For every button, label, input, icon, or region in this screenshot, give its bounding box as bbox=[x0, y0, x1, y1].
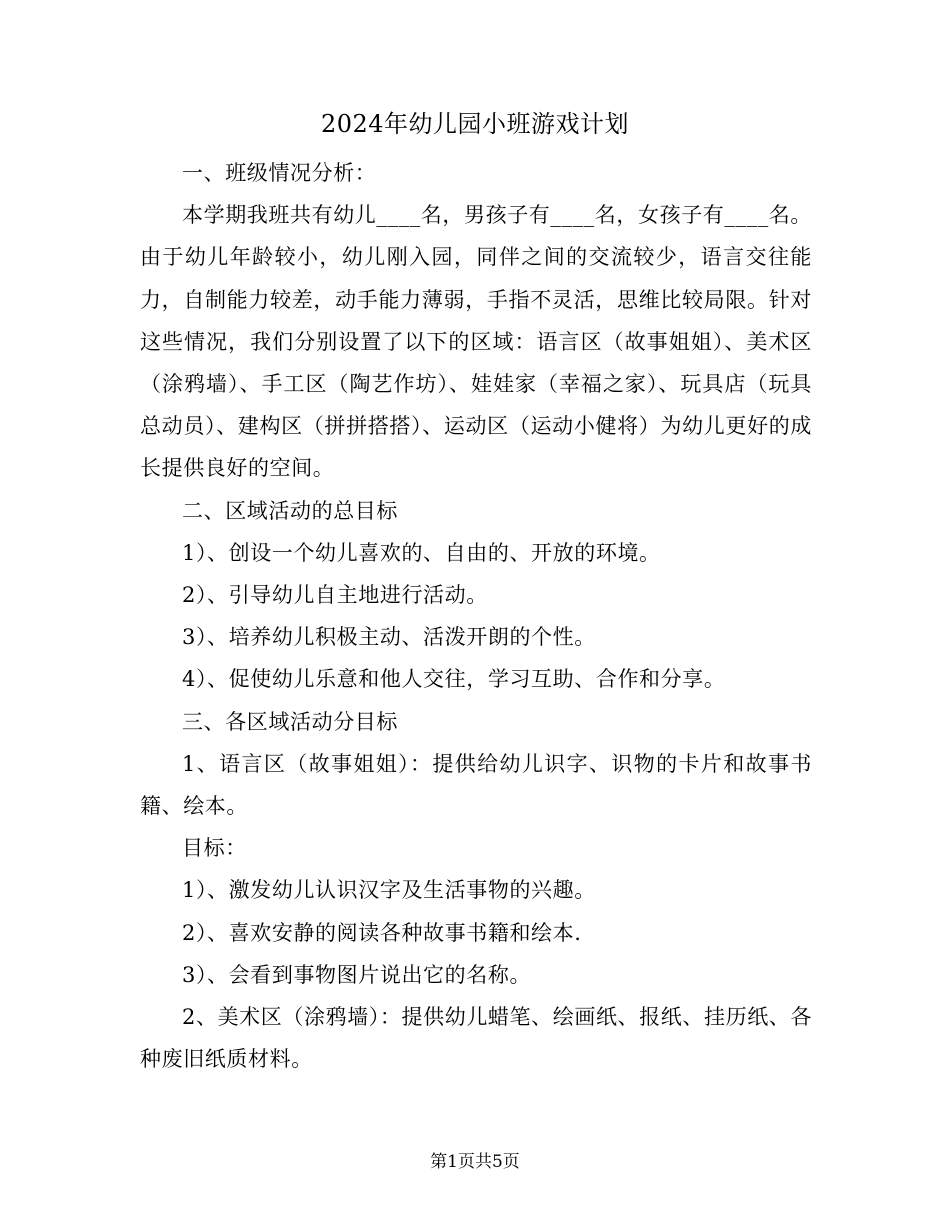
paragraph: 本学期我班共有幼儿____名，男孩子有____名，女孩子有____名。由于幼儿年龄较小，幼儿刚入园，同伴之间的交流较少，语言交往能力，自制能力较差，动手能力薄弱，手指不灵活，思维比较局限。针对这些情况，我们分别设置了以下的区域：语言区（故事姐姐）、美术区（涂鸦墙）、手工区（陶艺作坊）、娃娃家（幸福之家）、玩具店（玩具总动员）、建构区（拼拼搭搭）、运动区（运动小健将）为幼儿更好的成长提供良好的空间。 bbox=[140, 203, 812, 481]
list-item: 2）、喜欢安静的阅读各种故事书籍和绘本. bbox=[182, 920, 582, 945]
section-heading: 二、区域活动的总目标 bbox=[182, 498, 398, 523]
document-title: 2024年幼儿园小班游戏计划 bbox=[320, 110, 630, 138]
paragraph: 目标： bbox=[182, 836, 247, 861]
list-item: 4）、促使幼儿乐意和他人交往，学习互助、合作和分享。 bbox=[182, 667, 726, 692]
list-item: 3）、会看到事物图片说出它的名称。 bbox=[182, 962, 532, 987]
section-heading: 三、各区域活动分目标 bbox=[182, 709, 398, 734]
list-item: 2）、引导幼儿自主地进行活动。 bbox=[182, 583, 488, 608]
list-item: 1）、激发幼儿认识汉字及生活事物的兴趣。 bbox=[182, 878, 596, 903]
list-item: 1）、创设一个幼儿喜欢的、自由的、开放的环境。 bbox=[182, 540, 661, 565]
paragraph: 1、语言区（故事姐姐）：提供给幼儿识字、识物的卡片和故事书籍、绘本。 bbox=[140, 751, 812, 819]
list-item: 3）、培养幼儿积极主动、活泼开朗的个性。 bbox=[182, 625, 596, 650]
document-body bbox=[140, 152, 812, 1080]
section-heading: 一、班级情况分析： bbox=[182, 161, 377, 185]
page-number: 第1页共5页 bbox=[430, 1152, 520, 1172]
paragraph: 2、美术区（涂鸦墙）：提供幼儿蜡笔、绘画纸、报纸、挂历纸、各种废旧纸质材料。 bbox=[140, 1005, 812, 1072]
